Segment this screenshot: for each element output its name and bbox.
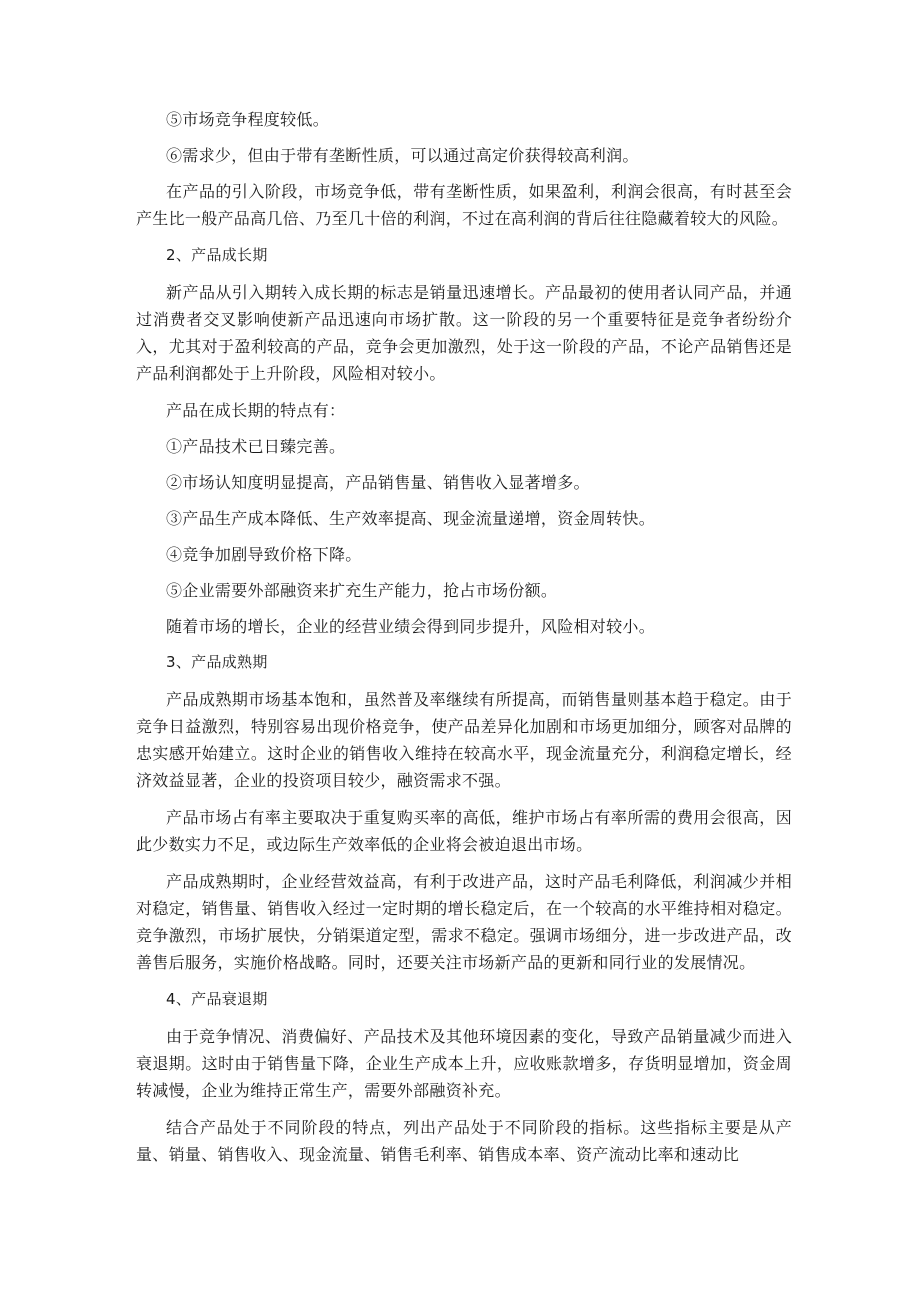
body-paragraph: 产品成熟期市场基本饱和，虽然普及率继续有所提高，而销售量则基本趋于稳定。由于竞争日益激烈，特别容易出现价格竞争，使产品差异化加剧和市场更加细分，顾客对品牌的忠实感开始建立。这时企业的销售收入维持在较高水平，现金流量充分，利润稳定增长，经济效益显著，企业的投资项目较少，融资需求不强。 bbox=[136, 690, 792, 790]
body-paragraph: 新产品从引入期转入成长期的标志是销量迅速增长。产品最初的使用者认同产品，并通过消费者交叉影响使新产品迅速向市场扩散。这一阶段的另一个重要特征是竞争者纷纷介入，尤其对于盈利较高的产品，竞争会更加激烈，处于这一阶段的产品，不论产品销售还是产品利润都处于上升阶段，风险相对较小。 bbox=[136, 283, 792, 383]
body-paragraph: 产品市场占有率主要取决于重复购买率的高低，维护市场占有率所需的费用会很高，因此少数实力不足，或边际生产效率低的企业将会被迫退出市场。 bbox=[136, 808, 792, 854]
list-item: ④竞争加剧导致价格下降。 bbox=[166, 545, 362, 564]
list-item: ①产品技术已日臻完善。 bbox=[166, 437, 346, 456]
body-paragraph: 在产品的引入阶段，市场竞争低，带有垄断性质，如果盈利，利润会很高，有时甚至会产生比一般产品高几倍、乃至几十倍的利润，不过在高利润的背后往往隐藏着较大的风险。 bbox=[136, 182, 792, 228]
section-heading: 4、产品衰退期 bbox=[166, 990, 268, 1008]
list-item: ③产品生产成本降低、生产效率提高、现金流量递增，资金周转快。 bbox=[166, 509, 656, 528]
document-page bbox=[136, 106, 792, 1178]
body-paragraph: 结合产品处于不同阶段的特点，列出产品处于不同阶段的指标。这些指标主要是从产量、销量、销售收入、现金流量、销售毛利率、销售成本率、资产流动比率和速动比 bbox=[136, 1118, 792, 1164]
summary-line: 随着市场的增长，企业的经营业绩会得到同步提升，风险相对较小。 bbox=[166, 617, 656, 636]
list-item: ⑤市场竞争程度较低。 bbox=[166, 110, 330, 129]
body-paragraph: 产品成熟期时，企业经营效益高，有利于改进产品，这时产品毛利降低，利润减少并相对稳定，销售量、销售收入经过一定时期的增长稳定后，在一个较高的水平维持相对稳定。竞争激烈，市场扩展快，分销渠道定型，需求不稳定。强调市场细分，进一步改进产品，改善售后服务，实施价格战略。同时，还要关注市场新产品的更新和同行业的发展情况。 bbox=[136, 872, 792, 972]
body-paragraph: 由于竞争情况、消费偏好、产品技术及其他环境因素的变化，导致产品销量减少而进入衰退期。这时由于销售量下降，企业生产成本上升，应收账款增多，存货明显增加，资金周转减慢，企业为维持正常生产，需要外部融资补充。 bbox=[136, 1027, 792, 1100]
section-heading: 3、产品成熟期 bbox=[166, 653, 268, 671]
list-item: ⑤企业需要外部融资来扩充生产能力，抢占市场份额。 bbox=[166, 581, 558, 600]
list-item: ②市场认知度明显提高，产品销售量、销售收入显著增多。 bbox=[166, 473, 590, 492]
list-item: ⑥需求少，但由于带有垄断性质，可以通过高定价获得较高利润。 bbox=[166, 146, 639, 165]
section-heading: 2、产品成长期 bbox=[166, 246, 268, 264]
list-intro: 产品在成长期的特点有： bbox=[166, 401, 346, 420]
